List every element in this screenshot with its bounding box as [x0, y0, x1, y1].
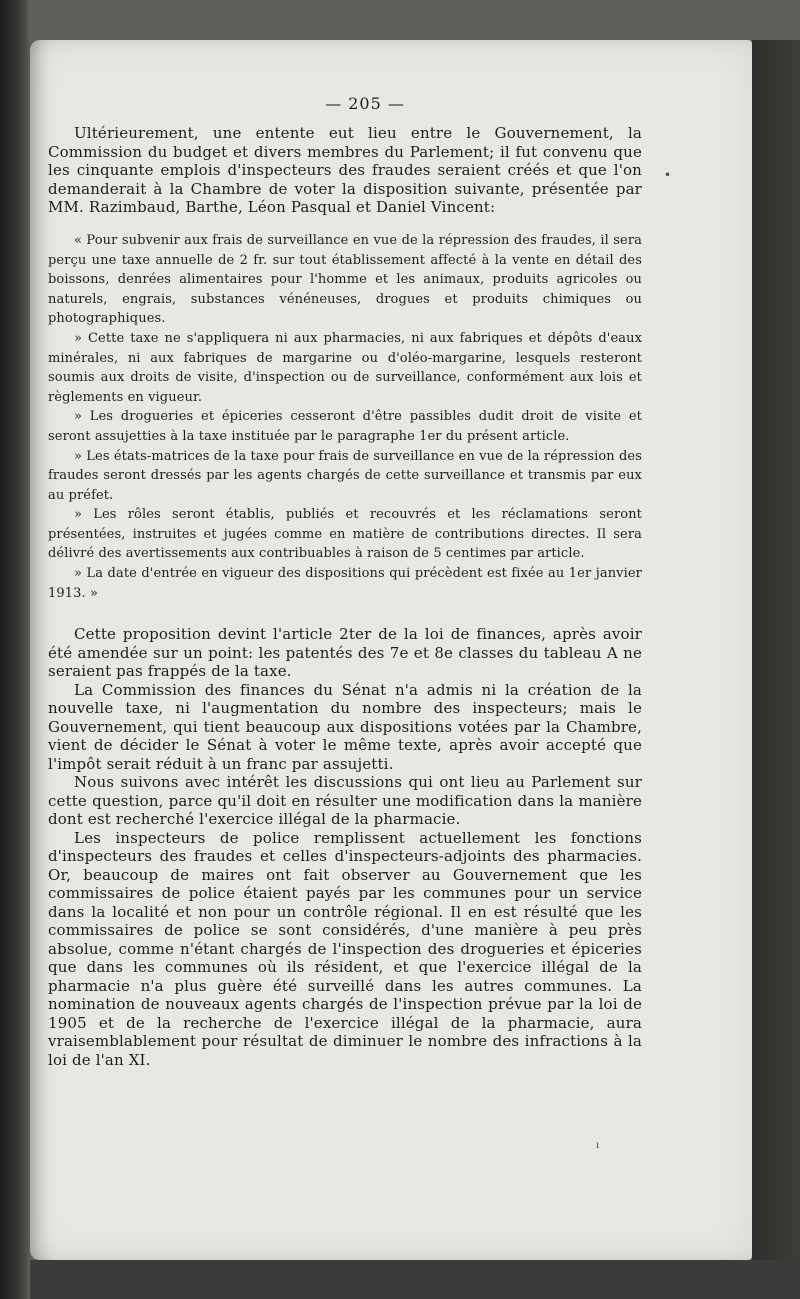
quote-paragraph: » Les drogueries et épiceries cesseront d'être passibles dudit droit de visite et seront assujetties à la taxe instituée par le paragraphe 1er du présent article. — [48, 409, 642, 444]
quote-paragraph: « Pour subvenir aux frais de surveillance en vue de la répression des fraudes, il sera perçu une taxe annuelle de 2 fr. sur tout établissement affecté à la vente en détail des boissons, denrées alimentaires pour l'homme et les animaux, produits agricoles ou naturels, engrais, substances vénéneuses, drogues et produits chimiques ou photographiques. — [48, 232, 642, 327]
margin-speck: • — [664, 168, 672, 182]
body-paragraph: Cette proposition devint l'article 2ter de la loi de finances, après avoir été amendée sur un point: les patentés des 7e et 8e classes du tableau A ne seraient pas frappés de la taxe. — [48, 625, 642, 681]
body-paragraph: La Commission des finances du Sénat n'a admis ni la création de la nouvelle taxe, ni l'augmentation du nombre des inspecteurs; mais le Gouvernement, qui tient beaucoup aux dispositions votées par la Chambre, vient de décider le Sénat à voter le même texte, après avoir accepté que l'impôt serait réduit à un franc par assujetti. — [48, 680, 642, 773]
page-content — [48, 92, 642, 1069]
scan-background-right — [752, 40, 800, 1260]
scan-background-bottom — [30, 1260, 800, 1299]
body-paragraph: Les inspecteurs de police remplissent actuellement les fonctions d'inspecteurs des fraudes et celles d'inspecteurs-adjoints des pharmacies. Or, beaucoup de maires ont fait observer au Gouvernement que les commissaires de police étaient payés par les communes pour un service dans la localité et non pour un contrôle régional. Il en est résulté que les commissaires de police se sont considérés, d'une manière à peu près absolue, comme n'étant chargés de l'inspection des drogueries et épiceries que dans les communes où ils résident, et que l'exercice illégal de la pharmacie n'a plus guère été surveillé dans les autres communes. La nomination de nouveaux agents chargés de l'inspection prévue par la loi de 1905 et de la recherche de l'exercice illégal de la pharmacie, aura vraisemblablement pour résultat de diminuer le nombre des infractions à la loi de l'an XI. — [48, 828, 642, 1069]
intro-paragraph: Ultérieurement, une entente eut lieu entre le Gouvernement, la Commission du budget et divers membres du Parlement; il fut convenu que les cinquante emplois d'inspecteurs des fraudes seraient créés et que l'on demanderait à la Chambre de voter la disposition suivante, présentée par MM. Razimbaud, Barthe, Léon Pasqual et Daniel Vincent: — [48, 124, 642, 217]
quote-paragraph: » Cette taxe ne s'appliquera ni aux pharmacies, ni aux fabriques et dépôts d'eaux minérales, ni aux fabriques de margarine ou d'oléo-margarine, lesquels resteront soumis aux droits de visite, d'inspection ou de surveillance, conformément aux lois et règlements en vigueur. — [48, 330, 642, 405]
margin-speck: ı — [596, 1140, 600, 1151]
quote-paragraph: » Les états-matrices de la taxe pour frais de surveillance en vue de la répression des fraudes seront dressés par les agents chargés de cette surveillance et transmis par eux au préfet. — [48, 448, 642, 503]
intro-section — [48, 124, 642, 217]
quote-paragraph: » La date d'entrée en vigueur des dispositions qui précèdent est fixée au 1er janvier 1913. » — [48, 566, 642, 601]
body-section — [48, 625, 642, 1069]
page-number: — 205 — — [325, 94, 405, 113]
body-paragraph: Nous suivons avec intérêt les discussions qui ont lieu au Parlement sur cette question, parce qu'il doit en résulter une modification dans la manière dont est recherché l'exercice illégal de la pharmacie. — [48, 773, 642, 829]
quote-paragraph: » Les rôles seront établis, publiés et recouvrés et les réclamations seront présentées, instruites et jugées comme en matière de contributions directes. Il sera délivré des avertissements aux contribuables à raison de 5 centimes par article. — [48, 507, 642, 562]
quoted-legal-text — [48, 231, 642, 603]
